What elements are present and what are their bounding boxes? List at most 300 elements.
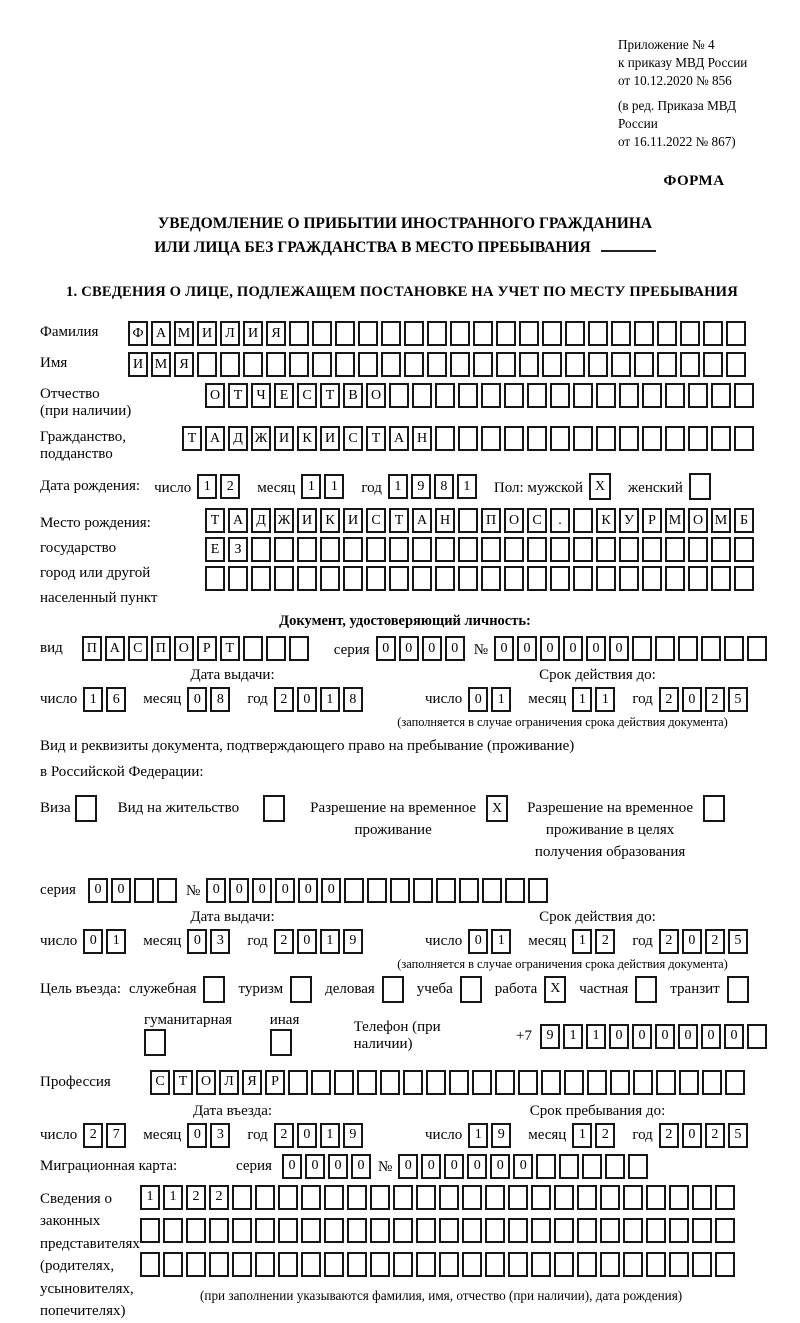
cell[interactable] [439, 1185, 459, 1210]
cell[interactable] [370, 1185, 390, 1210]
cell[interactable] [382, 976, 404, 1003]
cell[interactable] [366, 537, 386, 562]
cell[interactable] [504, 426, 524, 451]
cell[interactable] [460, 976, 482, 1003]
cell[interactable] [427, 352, 447, 377]
cell[interactable] [335, 352, 355, 377]
cell[interactable] [596, 537, 616, 562]
cell[interactable] [243, 352, 263, 377]
cell[interactable]: Н [435, 508, 455, 533]
cell[interactable]: 2 [274, 687, 294, 712]
cell[interactable] [680, 352, 700, 377]
cell[interactable] [436, 878, 456, 903]
cell[interactable]: 1 [301, 474, 321, 499]
cell[interactable]: 2 [705, 1123, 725, 1148]
cell[interactable] [485, 1218, 505, 1243]
cell[interactable]: 2 [659, 687, 679, 712]
cell[interactable] [573, 508, 593, 533]
cell[interactable] [646, 1218, 666, 1243]
cell[interactable] [724, 636, 744, 661]
cell[interactable] [531, 1185, 551, 1210]
cell[interactable]: 9 [411, 474, 431, 499]
cell[interactable] [669, 1218, 689, 1243]
cell[interactable]: О [205, 383, 225, 408]
cell[interactable]: С [527, 508, 547, 533]
cell[interactable] [289, 636, 309, 661]
cell[interactable]: П [481, 508, 501, 533]
cell[interactable]: 1 [572, 929, 592, 954]
permit-number-input[interactable] [206, 878, 551, 903]
cell[interactable] [412, 566, 432, 591]
cell[interactable]: 0 [187, 687, 207, 712]
cell[interactable]: 1 [140, 1185, 160, 1210]
birth-year-input[interactable] [388, 474, 480, 499]
cell[interactable] [370, 1252, 390, 1277]
cell[interactable]: 0 [305, 1154, 325, 1179]
cell[interactable]: И [297, 508, 317, 533]
cell[interactable]: 0 [275, 878, 295, 903]
cell[interactable] [711, 383, 731, 408]
cell[interactable] [495, 1070, 515, 1095]
cell[interactable] [232, 1252, 252, 1277]
purpose-humanitarian-checkbox[interactable] [144, 1029, 169, 1056]
cell[interactable]: 1 [320, 687, 340, 712]
cell[interactable] [209, 1252, 229, 1277]
cell[interactable]: 0 [609, 636, 629, 661]
cell[interactable] [508, 1218, 528, 1243]
cell[interactable] [564, 1070, 584, 1095]
cell[interactable]: 0 [517, 636, 537, 661]
doc-series-input[interactable] [376, 636, 468, 661]
cell[interactable] [554, 1185, 574, 1210]
cell[interactable]: 0 [376, 636, 396, 661]
cell[interactable] [518, 1070, 538, 1095]
cell[interactable] [542, 321, 562, 346]
cell[interactable]: 6 [106, 687, 126, 712]
cell[interactable]: 1 [320, 1123, 340, 1148]
cell[interactable] [573, 426, 593, 451]
temp-permit-checkbox[interactable] [486, 795, 511, 822]
cell[interactable] [692, 1185, 712, 1210]
cell[interactable]: 0 [298, 878, 318, 903]
cell[interactable] [734, 383, 754, 408]
cell[interactable]: Т [220, 636, 240, 661]
cell[interactable] [458, 508, 478, 533]
citizenship-input[interactable] [182, 426, 757, 451]
cell[interactable]: 2 [274, 929, 294, 954]
cell[interactable] [550, 426, 570, 451]
cell[interactable] [688, 537, 708, 562]
cell[interactable]: 0 [490, 1154, 510, 1179]
cell[interactable] [473, 352, 493, 377]
cell[interactable] [251, 537, 271, 562]
cell[interactable] [611, 321, 631, 346]
cell[interactable] [75, 795, 97, 822]
cell[interactable]: А [205, 426, 225, 451]
cell[interactable]: 1 [163, 1185, 183, 1210]
cell[interactable] [266, 352, 286, 377]
cell[interactable] [393, 1218, 413, 1243]
cell[interactable] [416, 1218, 436, 1243]
cell[interactable] [481, 537, 501, 562]
cell[interactable] [496, 321, 516, 346]
cell[interactable] [542, 352, 562, 377]
cell[interactable] [508, 1185, 528, 1210]
cell[interactable] [634, 321, 654, 346]
cell[interactable]: И [320, 426, 340, 451]
cell[interactable] [404, 352, 424, 377]
cell[interactable] [727, 976, 749, 1003]
cell[interactable]: 0 [682, 687, 702, 712]
cell[interactable] [462, 1252, 482, 1277]
cell[interactable] [504, 383, 524, 408]
cell[interactable]: 0 [655, 1024, 675, 1049]
cell[interactable] [324, 1252, 344, 1277]
cell[interactable] [504, 566, 524, 591]
cell[interactable]: 8 [210, 687, 230, 712]
cell[interactable] [358, 321, 378, 346]
cell[interactable] [531, 1252, 551, 1277]
cell[interactable] [565, 352, 585, 377]
cell[interactable] [393, 1252, 413, 1277]
cell[interactable] [274, 537, 294, 562]
surname-input[interactable] [128, 321, 749, 346]
cell[interactable] [692, 1218, 712, 1243]
cell[interactable]: 0 [724, 1024, 744, 1049]
cell[interactable] [577, 1218, 597, 1243]
cell[interactable] [582, 1154, 602, 1179]
cell[interactable] [587, 1070, 607, 1095]
stay-until-year[interactable] [659, 1123, 751, 1148]
entry-day[interactable] [83, 1123, 129, 1148]
cell[interactable]: 1 [197, 474, 217, 499]
cell[interactable]: Т [320, 383, 340, 408]
cell[interactable]: У [619, 508, 639, 533]
cell[interactable]: 5 [728, 1123, 748, 1148]
cell[interactable]: 1 [83, 687, 103, 712]
cell[interactable]: 2 [659, 929, 679, 954]
cell[interactable]: 2 [705, 929, 725, 954]
cell[interactable]: П [151, 636, 171, 661]
cell[interactable] [297, 566, 317, 591]
cell[interactable]: 0 [494, 636, 514, 661]
stay-until-day[interactable] [468, 1123, 514, 1148]
cell[interactable]: Ж [251, 426, 271, 451]
cell[interactable]: 1 [106, 929, 126, 954]
cell[interactable] [343, 566, 363, 591]
cell[interactable] [715, 1252, 735, 1277]
doc-issue-month[interactable] [187, 687, 233, 712]
cell[interactable] [505, 878, 525, 903]
cell[interactable]: 0 [88, 878, 108, 903]
cell[interactable]: 0 [398, 1154, 418, 1179]
cell[interactable]: Я [266, 321, 286, 346]
birth-day-input[interactable] [197, 474, 243, 499]
cell[interactable]: И [197, 321, 217, 346]
entry-month[interactable] [187, 1123, 233, 1148]
cell[interactable] [665, 537, 685, 562]
cell[interactable] [413, 878, 433, 903]
cell[interactable] [435, 383, 455, 408]
cell[interactable] [519, 352, 539, 377]
cell[interactable]: 0 [328, 1154, 348, 1179]
cell[interactable] [255, 1185, 275, 1210]
cell[interactable]: 0 [513, 1154, 533, 1179]
cell[interactable] [689, 473, 711, 500]
cell[interactable]: 0 [351, 1154, 371, 1179]
cell[interactable] [688, 383, 708, 408]
cell[interactable] [701, 636, 721, 661]
cell[interactable] [404, 321, 424, 346]
cell[interactable] [565, 321, 585, 346]
cell[interactable]: 1 [586, 1024, 606, 1049]
cell[interactable] [297, 537, 317, 562]
doc-type-input[interactable] [82, 636, 312, 661]
patronymic-input[interactable] [205, 383, 757, 408]
cell[interactable]: А [105, 636, 125, 661]
cell[interactable] [541, 1070, 561, 1095]
cell[interactable] [301, 1252, 321, 1277]
cell[interactable] [527, 426, 547, 451]
cell[interactable] [426, 1070, 446, 1095]
cell[interactable] [380, 1070, 400, 1095]
cell[interactable]: 1 [457, 474, 477, 499]
cell[interactable]: 5 [728, 687, 748, 712]
cell[interactable] [427, 321, 447, 346]
cell[interactable]: 0 [563, 636, 583, 661]
cell[interactable]: С [297, 383, 317, 408]
cell[interactable] [412, 537, 432, 562]
entry-year[interactable] [274, 1123, 366, 1148]
cell[interactable]: Р [265, 1070, 285, 1095]
cell[interactable]: О [366, 383, 386, 408]
cell[interactable]: К [297, 426, 317, 451]
cell[interactable] [458, 426, 478, 451]
cell[interactable]: 0 [83, 929, 103, 954]
cell[interactable]: 1 [388, 474, 408, 499]
cell[interactable]: Н [412, 426, 432, 451]
cell[interactable]: С [343, 426, 363, 451]
permit-expiry-year[interactable] [659, 929, 751, 954]
purpose-work-checkbox[interactable] [544, 976, 569, 1003]
cell[interactable] [320, 566, 340, 591]
cell[interactable]: 1 [563, 1024, 583, 1049]
cell[interactable]: Р [642, 508, 662, 533]
cell[interactable]: X [486, 795, 508, 822]
purpose-other-checkbox[interactable] [270, 1029, 295, 1056]
cell[interactable] [628, 1154, 648, 1179]
cell[interactable]: И [128, 352, 148, 377]
cell[interactable] [320, 537, 340, 562]
permit-issue-year[interactable] [274, 929, 366, 954]
cell[interactable] [462, 1218, 482, 1243]
birthplace-row3-input[interactable] [205, 566, 757, 591]
cell[interactable] [389, 537, 409, 562]
cell[interactable] [703, 321, 723, 346]
cell[interactable] [251, 566, 271, 591]
cell[interactable]: 5 [728, 929, 748, 954]
cell[interactable] [209, 1218, 229, 1243]
cell[interactable] [656, 1070, 676, 1095]
cell[interactable] [619, 383, 639, 408]
cell[interactable] [527, 537, 547, 562]
cell[interactable] [312, 321, 332, 346]
cell[interactable]: О [174, 636, 194, 661]
cell[interactable] [519, 321, 539, 346]
cell[interactable] [573, 537, 593, 562]
cell[interactable] [347, 1218, 367, 1243]
cell[interactable] [577, 1252, 597, 1277]
cell[interactable]: Л [219, 1070, 239, 1095]
cell[interactable] [255, 1218, 275, 1243]
cell[interactable]: Я [174, 352, 194, 377]
cell[interactable]: 7 [106, 1123, 126, 1148]
cell[interactable]: 1 [320, 929, 340, 954]
cell[interactable] [301, 1185, 321, 1210]
cell[interactable] [554, 1252, 574, 1277]
cell[interactable] [366, 566, 386, 591]
cell[interactable] [588, 321, 608, 346]
cell[interactable] [726, 352, 746, 377]
cell[interactable] [508, 1252, 528, 1277]
cell[interactable] [596, 566, 616, 591]
cell[interactable] [632, 636, 652, 661]
cell[interactable]: 2 [595, 1123, 615, 1148]
cell[interactable]: 0 [682, 929, 702, 954]
cell[interactable]: 0 [540, 636, 560, 661]
cell[interactable] [416, 1252, 436, 1277]
cell[interactable]: 0 [252, 878, 272, 903]
cell[interactable]: С [366, 508, 386, 533]
cell[interactable] [619, 537, 639, 562]
cell[interactable] [393, 1185, 413, 1210]
cell[interactable]: Д [228, 426, 248, 451]
cell[interactable]: . [550, 508, 570, 533]
cell[interactable] [324, 1185, 344, 1210]
cell[interactable] [358, 352, 378, 377]
cell[interactable] [472, 1070, 492, 1095]
cell[interactable] [559, 1154, 579, 1179]
cell[interactable] [554, 1218, 574, 1243]
cell[interactable] [347, 1185, 367, 1210]
permit-expiry-month[interactable] [572, 929, 618, 954]
cell[interactable]: Т [366, 426, 386, 451]
cell[interactable] [734, 426, 754, 451]
cell[interactable]: 0 [467, 1154, 487, 1179]
permit-issue-month[interactable] [187, 929, 233, 954]
cell[interactable]: П [82, 636, 102, 661]
cell[interactable]: И [343, 508, 363, 533]
cell[interactable]: 0 [609, 1024, 629, 1049]
cell[interactable]: А [389, 426, 409, 451]
migration-series-input[interactable] [282, 1154, 374, 1179]
representatives-row1-input[interactable] [140, 1185, 738, 1210]
representatives-row2-input[interactable] [140, 1218, 738, 1243]
purpose-transit-checkbox[interactable] [727, 976, 752, 1003]
cell[interactable] [550, 537, 570, 562]
cell[interactable] [655, 636, 675, 661]
cell[interactable]: 1 [595, 687, 615, 712]
cell[interactable]: 0 [701, 1024, 721, 1049]
purpose-tourism-checkbox[interactable] [290, 976, 315, 1003]
cell[interactable] [311, 1070, 331, 1095]
cell[interactable] [550, 566, 570, 591]
cell[interactable] [679, 1070, 699, 1095]
cell[interactable] [635, 976, 657, 1003]
cell[interactable]: А [412, 508, 432, 533]
cell[interactable] [481, 383, 501, 408]
cell[interactable] [657, 321, 677, 346]
cell[interactable] [550, 383, 570, 408]
cell[interactable]: Ч [251, 383, 271, 408]
cell[interactable] [288, 1070, 308, 1095]
cell[interactable] [381, 321, 401, 346]
cell[interactable] [703, 795, 725, 822]
cell[interactable]: 0 [111, 878, 131, 903]
cell[interactable] [163, 1252, 183, 1277]
cell[interactable]: 0 [229, 878, 249, 903]
cell[interactable]: 2 [274, 1123, 294, 1148]
cell[interactable] [642, 566, 662, 591]
cell[interactable]: 2 [659, 1123, 679, 1148]
cell[interactable]: Е [274, 383, 294, 408]
cell[interactable]: 0 [206, 878, 226, 903]
cell[interactable] [481, 566, 501, 591]
doc-expiry-year[interactable] [659, 687, 751, 712]
cell[interactable]: Ж [274, 508, 294, 533]
cell[interactable]: Т [173, 1070, 193, 1095]
cell[interactable] [270, 1029, 292, 1056]
cell[interactable]: 0 [468, 929, 488, 954]
cell[interactable]: 1 [491, 687, 511, 712]
cell[interactable]: М [151, 352, 171, 377]
cell[interactable] [228, 566, 248, 591]
cell[interactable] [186, 1218, 206, 1243]
cell[interactable]: И [274, 426, 294, 451]
cell[interactable]: С [128, 636, 148, 661]
cell[interactable] [140, 1218, 160, 1243]
purpose-official-checkbox[interactable] [203, 976, 228, 1003]
cell[interactable] [243, 636, 263, 661]
cell[interactable]: X [544, 976, 566, 1003]
cell[interactable]: Л [220, 321, 240, 346]
cell[interactable] [504, 537, 524, 562]
cell[interactable] [702, 1070, 722, 1095]
cell[interactable]: М [711, 508, 731, 533]
purpose-business-checkbox[interactable] [382, 976, 407, 1003]
cell[interactable] [220, 352, 240, 377]
permit-expiry-day[interactable] [468, 929, 514, 954]
cell[interactable] [278, 1185, 298, 1210]
cell[interactable] [688, 426, 708, 451]
cell[interactable] [381, 352, 401, 377]
edu-permit-checkbox[interactable] [703, 795, 728, 822]
cell[interactable] [485, 1185, 505, 1210]
cell[interactable]: М [665, 508, 685, 533]
doc-issue-year[interactable] [274, 687, 366, 712]
permit-issue-day[interactable] [83, 929, 129, 954]
cell[interactable]: З [228, 537, 248, 562]
cell[interactable] [324, 1218, 344, 1243]
sex-female-checkbox[interactable] [689, 473, 714, 500]
representatives-row3-input[interactable] [140, 1252, 738, 1277]
cell[interactable] [680, 321, 700, 346]
cell[interactable] [205, 566, 225, 591]
cell[interactable] [623, 1252, 643, 1277]
cell[interactable]: Д [251, 508, 271, 533]
purpose-private-checkbox[interactable] [635, 976, 660, 1003]
cell[interactable] [536, 1154, 556, 1179]
